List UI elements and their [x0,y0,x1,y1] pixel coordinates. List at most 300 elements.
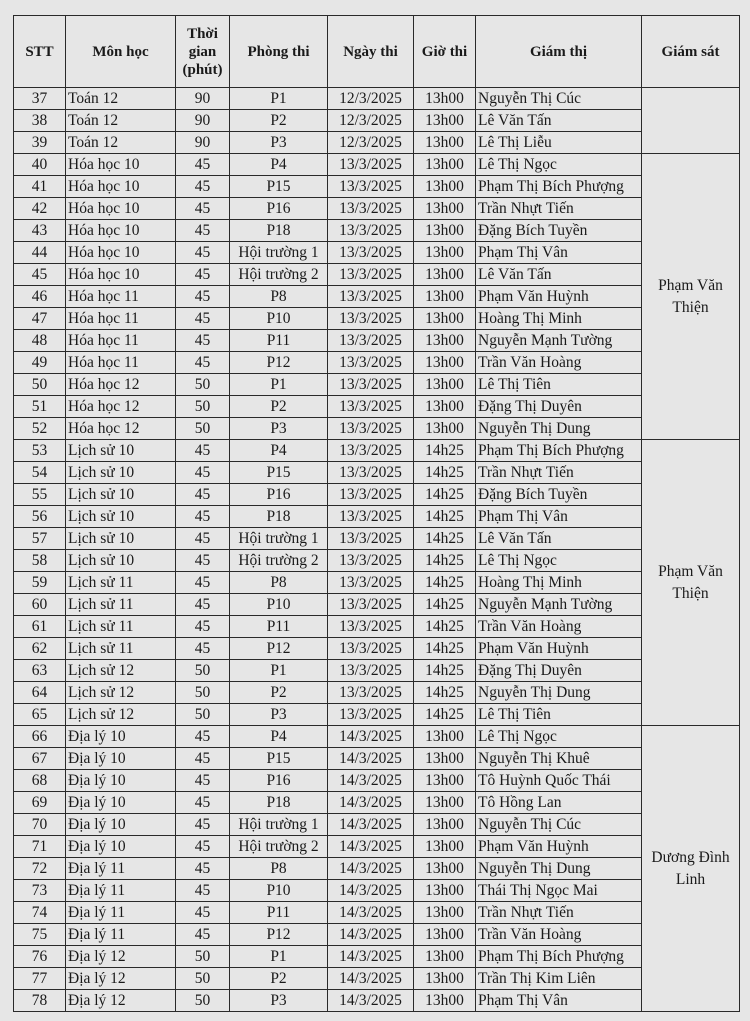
cell-stt: 41 [14,176,66,198]
cell-proctor: Phạm Thị Vân [476,242,642,264]
cell-date: 13/3/2025 [328,572,414,594]
cell-proctor: Đặng Bích Tuyền [476,484,642,506]
cell-time: 13h00 [414,352,476,374]
cell-stt: 73 [14,880,66,902]
cell-duration: 45 [176,308,230,330]
cell-stt: 56 [14,506,66,528]
cell-proctor: Trần Văn Hoàng [476,352,642,374]
supervisor-name-line2: Thiện [672,298,709,316]
cell-date: 12/3/2025 [328,110,414,132]
cell-proctor: Lê Thị Tiên [476,704,642,726]
table-row [14,770,740,792]
cell-date: 14/3/2025 [328,792,414,814]
cell-proctor: Tô Hồng Lan [476,792,642,814]
table-row [14,792,740,814]
supervisor-name-line2: Linh [675,870,706,888]
cell-stt: 69 [14,792,66,814]
cell-subject: Địa lý 10 [66,770,176,792]
cell-room: P3 [230,132,328,154]
cell-duration: 45 [176,550,230,572]
cell-subject: Hóa học 10 [66,154,176,176]
cell-proctor: Trần Nhựt Tiến [476,198,642,220]
table-row [14,154,740,176]
header-duration-line1: Thời [187,25,218,42]
table-row [14,858,740,880]
cell-proctor: Trần Văn Hoàng [476,924,642,946]
cell-duration: 45 [176,792,230,814]
cell-time: 13h00 [414,946,476,968]
table-row [14,484,740,506]
cell-time: 13h00 [414,726,476,748]
cell-date: 13/3/2025 [328,484,414,506]
cell-time: 13h00 [414,154,476,176]
cell-subject: Toán 12 [66,110,176,132]
cell-time: 13h00 [414,924,476,946]
cell-time: 13h00 [414,792,476,814]
table-row [14,418,740,440]
cell-stt: 51 [14,396,66,418]
cell-stt: 44 [14,242,66,264]
cell-room: P18 [230,792,328,814]
cell-date: 13/3/2025 [328,308,414,330]
cell-stt: 38 [14,110,66,132]
cell-duration: 45 [176,726,230,748]
cell-duration: 45 [176,880,230,902]
cell-time: 13h00 [414,286,476,308]
cell-time: 13h00 [414,132,476,154]
cell-proctor: Đặng Thị Duyên [476,660,642,682]
cell-proctor: Phạm Văn Huỳnh [476,286,642,308]
cell-stt: 62 [14,638,66,660]
cell-room: P1 [230,946,328,968]
cell-date: 13/3/2025 [328,528,414,550]
cell-room: P11 [230,616,328,638]
cell-stt: 46 [14,286,66,308]
table-row [14,814,740,836]
table-row [14,616,740,638]
table-row [14,198,740,220]
cell-room: P15 [230,748,328,770]
table-row [14,264,740,286]
cell-subject: Lịch sử 12 [66,704,176,726]
cell-room: P3 [230,418,328,440]
cell-room: P2 [230,110,328,132]
cell-date: 13/3/2025 [328,330,414,352]
cell-room: P10 [230,880,328,902]
cell-subject: Hóa học 12 [66,396,176,418]
cell-subject: Địa lý 12 [66,946,176,968]
cell-date: 14/3/2025 [328,902,414,924]
cell-room: P1 [230,88,328,110]
cell-stt: 59 [14,572,66,594]
cell-subject: Địa lý 11 [66,902,176,924]
table-body [14,88,740,1012]
cell-room: Hội trường 2 [230,550,328,572]
cell-proctor: Thái Thị Ngọc Mai [476,880,642,902]
cell-time: 13h00 [414,968,476,990]
cell-duration: 45 [176,638,230,660]
cell-time: 14h25 [414,528,476,550]
header-duration-line3: (phút) [182,61,223,78]
cell-stt: 75 [14,924,66,946]
header-stt: STT [14,16,66,88]
cell-duration: 90 [176,110,230,132]
cell-proctor: Trần Nhựt Tiến [476,462,642,484]
table-row [14,836,740,858]
cell-time: 14h25 [414,550,476,572]
cell-proctor: Lê Văn Tấn [476,110,642,132]
cell-time: 13h00 [414,242,476,264]
cell-room: P15 [230,176,328,198]
cell-date: 13/3/2025 [328,396,414,418]
cell-duration: 50 [176,374,230,396]
cell-subject: Địa lý 11 [66,858,176,880]
cell-date: 13/3/2025 [328,660,414,682]
table-row [14,902,740,924]
cell-stt: 63 [14,660,66,682]
cell-date: 12/3/2025 [328,132,414,154]
header-supervisor: Giám sát [642,16,740,88]
cell-stt: 37 [14,88,66,110]
cell-proctor: Lê Thị Ngọc [476,154,642,176]
cell-stt: 74 [14,902,66,924]
cell-time: 14h25 [414,638,476,660]
cell-room: P8 [230,858,328,880]
cell-stt: 64 [14,682,66,704]
cell-date: 13/3/2025 [328,286,414,308]
cell-subject: Hóa học 11 [66,308,176,330]
cell-proctor: Lê Văn Tấn [476,264,642,286]
cell-subject: Hóa học 11 [66,330,176,352]
cell-proctor: Nguyễn Thị Dung [476,682,642,704]
header-subject: Môn học [66,16,176,88]
cell-date: 13/3/2025 [328,176,414,198]
cell-stt: 66 [14,726,66,748]
cell-proctor: Lê Thị Tiên [476,374,642,396]
cell-time: 13h00 [414,396,476,418]
cell-subject: Hóa học 10 [66,242,176,264]
cell-room: P1 [230,660,328,682]
cell-time: 13h00 [414,770,476,792]
cell-date: 14/3/2025 [328,946,414,968]
cell-proctor: Trần Nhựt Tiến [476,902,642,924]
cell-room: P12 [230,924,328,946]
header-room: Phòng thi [230,16,328,88]
cell-room: P16 [230,770,328,792]
cell-subject: Toán 12 [66,88,176,110]
cell-date: 13/3/2025 [328,550,414,572]
cell-duration: 50 [176,660,230,682]
cell-room: P2 [230,396,328,418]
cell-subject: Địa lý 11 [66,924,176,946]
cell-stt: 39 [14,132,66,154]
cell-date: 14/3/2025 [328,858,414,880]
cell-proctor: Lê Thị Ngọc [476,550,642,572]
cell-date: 13/3/2025 [328,352,414,374]
cell-subject: Hóa học 10 [66,220,176,242]
cell-subject: Lịch sử 11 [66,638,176,660]
cell-subject: Lịch sử 12 [66,660,176,682]
cell-proctor: Phạm Thị Bích Phượng [476,440,642,462]
cell-room: Hội trường 1 [230,814,328,836]
cell-subject: Địa lý 12 [66,968,176,990]
table-row [14,506,740,528]
cell-room: P12 [230,352,328,374]
exam-schedule-table [13,15,740,1012]
cell-room: Hội trường 2 [230,264,328,286]
cell-proctor: Nguyễn Mạnh Tường [476,594,642,616]
table-row [14,176,740,198]
cell-proctor: Tô Huỳnh Quốc Thái [476,770,642,792]
cell-proctor: Hoàng Thị Minh [476,308,642,330]
cell-time: 13h00 [414,176,476,198]
table-row [14,572,740,594]
cell-subject: Lịch sử 10 [66,550,176,572]
table-row [14,396,740,418]
cell-proctor: Phạm Văn Huỳnh [476,836,642,858]
cell-duration: 50 [176,418,230,440]
header-time: Giờ thi [414,16,476,88]
cell-room: Hội trường 2 [230,836,328,858]
cell-duration: 50 [176,968,230,990]
cell-subject: Hóa học 10 [66,264,176,286]
cell-subject: Lịch sử 10 [66,484,176,506]
table-row [14,550,740,572]
cell-time: 14h25 [414,660,476,682]
cell-time: 14h25 [414,440,476,462]
cell-duration: 45 [176,198,230,220]
cell-duration: 45 [176,154,230,176]
header-row [14,16,740,88]
cell-proctor: Trần Thị Kim Liên [476,968,642,990]
table-row [14,220,740,242]
cell-duration: 45 [176,484,230,506]
cell-stt: 65 [14,704,66,726]
cell-subject: Lịch sử 10 [66,506,176,528]
cell-room: P16 [230,198,328,220]
cell-stt: 68 [14,770,66,792]
cell-duration: 50 [176,704,230,726]
table-row [14,528,740,550]
table-row [14,748,740,770]
cell-time: 13h00 [414,220,476,242]
cell-date: 13/3/2025 [328,374,414,396]
cell-time: 13h00 [414,880,476,902]
cell-duration: 50 [176,396,230,418]
cell-date: 13/3/2025 [328,242,414,264]
cell-time: 14h25 [414,682,476,704]
cell-stt: 49 [14,352,66,374]
cell-room: P8 [230,572,328,594]
cell-duration: 90 [176,88,230,110]
cell-stt: 61 [14,616,66,638]
cell-date: 14/3/2025 [328,748,414,770]
cell-proctor: Nguyễn Thị Cúc [476,814,642,836]
cell-room: P16 [230,484,328,506]
cell-date: 14/3/2025 [328,880,414,902]
cell-time: 13h00 [414,198,476,220]
cell-time: 14h25 [414,704,476,726]
cell-date: 13/3/2025 [328,198,414,220]
table-row [14,660,740,682]
table-row [14,638,740,660]
table-row [14,330,740,352]
cell-duration: 45 [176,858,230,880]
header-date: Ngày thi [328,16,414,88]
cell-duration: 50 [176,946,230,968]
cell-date: 14/3/2025 [328,836,414,858]
table-row [14,594,740,616]
cell-room: P2 [230,682,328,704]
cell-date: 14/3/2025 [328,726,414,748]
cell-time: 14h25 [414,616,476,638]
cell-stt: 53 [14,440,66,462]
cell-room: P4 [230,154,328,176]
table-row [14,682,740,704]
cell-subject: Hóa học 10 [66,198,176,220]
supervisor-name-line2: Thiện [672,584,709,602]
cell-time: 13h00 [414,990,476,1012]
cell-supervisor [642,440,740,726]
cell-time: 14h25 [414,462,476,484]
cell-time: 13h00 [414,836,476,858]
header-duration [176,16,230,88]
cell-proctor: Phạm Thị Vân [476,506,642,528]
cell-duration: 45 [176,924,230,946]
cell-subject: Lịch sử 10 [66,528,176,550]
cell-stt: 57 [14,528,66,550]
cell-subject: Hóa học 12 [66,418,176,440]
cell-duration: 45 [176,528,230,550]
cell-time: 13h00 [414,264,476,286]
cell-room: Hội trường 1 [230,242,328,264]
cell-stt: 42 [14,198,66,220]
cell-stt: 55 [14,484,66,506]
cell-room: P15 [230,462,328,484]
cell-stt: 48 [14,330,66,352]
cell-subject: Lịch sử 10 [66,462,176,484]
cell-proctor: Phạm Thị Bích Phượng [476,946,642,968]
header-duration-line2: gian [188,43,217,60]
cell-proctor: Nguyễn Thị Khuê [476,748,642,770]
cell-proctor: Phạm Thị Vân [476,990,642,1012]
cell-stt: 43 [14,220,66,242]
cell-duration: 45 [176,440,230,462]
cell-time: 13h00 [414,330,476,352]
cell-subject: Lịch sử 12 [66,682,176,704]
cell-room: P8 [230,286,328,308]
cell-time: 13h00 [414,374,476,396]
cell-proctor: Lê Văn Tấn [476,528,642,550]
cell-stt: 72 [14,858,66,880]
cell-duration: 50 [176,682,230,704]
cell-stt: 78 [14,990,66,1012]
cell-time: 13h00 [414,748,476,770]
cell-subject: Lịch sử 11 [66,594,176,616]
cell-duration: 45 [176,242,230,264]
cell-duration: 45 [176,616,230,638]
table-row [14,242,740,264]
cell-proctor: Đặng Bích Tuyền [476,220,642,242]
cell-date: 13/3/2025 [328,220,414,242]
cell-date: 13/3/2025 [328,704,414,726]
cell-date: 14/3/2025 [328,924,414,946]
cell-duration: 45 [176,330,230,352]
cell-subject: Lịch sử 11 [66,572,176,594]
cell-subject: Địa lý 10 [66,814,176,836]
table-row [14,286,740,308]
cell-duration: 45 [176,902,230,924]
cell-date: 13/3/2025 [328,264,414,286]
cell-time: 13h00 [414,110,476,132]
cell-time: 13h00 [414,88,476,110]
cell-stt: 77 [14,968,66,990]
cell-date: 14/3/2025 [328,770,414,792]
cell-date: 14/3/2025 [328,814,414,836]
cell-duration: 45 [176,462,230,484]
cell-room: Hội trường 1 [230,528,328,550]
table-row [14,968,740,990]
cell-subject: Hóa học 11 [66,286,176,308]
cell-room: P3 [230,990,328,1012]
cell-date: 13/3/2025 [328,682,414,704]
cell-date: 13/3/2025 [328,616,414,638]
cell-duration: 45 [176,506,230,528]
cell-stt: 50 [14,374,66,396]
cell-duration: 45 [176,748,230,770]
table-row [14,462,740,484]
table-row [14,726,740,748]
cell-duration: 45 [176,814,230,836]
cell-room: P18 [230,506,328,528]
cell-duration: 45 [176,836,230,858]
table-row [14,704,740,726]
cell-subject: Lịch sử 10 [66,440,176,462]
cell-duration: 45 [176,572,230,594]
table-row [14,924,740,946]
cell-room: P12 [230,638,328,660]
cell-time: 13h00 [414,858,476,880]
cell-stt: 54 [14,462,66,484]
cell-room: P3 [230,704,328,726]
cell-subject: Địa lý 11 [66,880,176,902]
cell-proctor: Lê Thị Ngọc [476,726,642,748]
cell-subject: Hóa học 12 [66,374,176,396]
cell-subject: Hóa học 10 [66,176,176,198]
cell-time: 13h00 [414,418,476,440]
cell-time: 13h00 [414,308,476,330]
table-row [14,88,740,110]
cell-room: P4 [230,440,328,462]
cell-proctor: Hoàng Thị Minh [476,572,642,594]
cell-subject: Địa lý 10 [66,748,176,770]
cell-room: P11 [230,902,328,924]
cell-time: 13h00 [414,814,476,836]
cell-proctor: Trần Văn Hoàng [476,616,642,638]
table-row [14,880,740,902]
cell-time: 13h00 [414,902,476,924]
cell-subject: Địa lý 10 [66,836,176,858]
cell-room: P11 [230,330,328,352]
cell-stt: 67 [14,748,66,770]
cell-supervisor [642,726,740,1012]
table-row [14,946,740,968]
table-row [14,440,740,462]
supervisor-name-line1: Phạm Văn [658,562,723,580]
cell-proctor: Nguyễn Thị Cúc [476,88,642,110]
cell-supervisor [642,88,740,154]
cell-duration: 50 [176,990,230,1012]
